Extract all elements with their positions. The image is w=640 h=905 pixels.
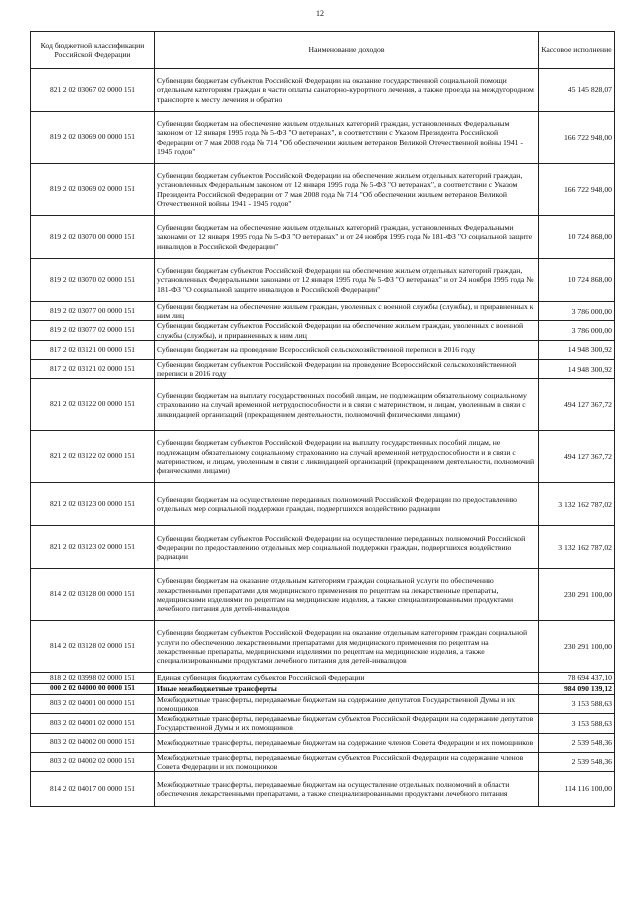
- budget-code-cell: 819 2 02 03077 00 0000 151: [31, 302, 155, 321]
- amount-cell: 10 724 868,00: [539, 259, 615, 302]
- budget-code-cell: 821 2 02 03122 00 0000 151: [31, 379, 155, 431]
- budget-code-cell: 819 2 02 03077 02 0000 151: [31, 321, 155, 340]
- budget-code-cell: 803 2 02 04002 00 0000 151: [31, 733, 155, 752]
- amount-cell: 2 539 548,36: [539, 752, 615, 771]
- header-amount: Кассовое исполнение: [539, 32, 615, 69]
- budget-code-cell: 000 2 02 04000 00 0000 151: [31, 683, 155, 694]
- revenue-table: [30, 31, 615, 807]
- revenue-name-cell: Субвенции бюджетам субъектов Российской Федерации на проведение Всероссийской сельскохозяйственной переписи в 2016 году: [155, 359, 539, 378]
- budget-code-cell: 819 2 02 03070 00 0000 151: [31, 216, 155, 259]
- table-row: [31, 302, 615, 321]
- table-row: [31, 379, 615, 431]
- amount-cell: 14 948 300,92: [539, 359, 615, 378]
- budget-code-cell: 814 2 02 04017 00 0000 151: [31, 772, 155, 807]
- revenue-name-cell: Межбюджетные трансферты, передаваемые бюджетам субъектов Российской Федерации на содержание членов Совета Федерации и их помощников: [155, 752, 539, 771]
- table-header-row: [31, 32, 615, 69]
- budget-code-cell: 819 2 02 03069 02 0000 151: [31, 164, 155, 216]
- revenue-name-cell: Межбюджетные трансферты, передаваемые бюджетам на содержание членов Совета Федерации и их помощников: [155, 733, 539, 752]
- amount-cell: 230 291 100,00: [539, 621, 615, 673]
- table-row: [31, 483, 615, 526]
- table-row: [31, 259, 615, 302]
- amount-cell: 984 090 139,12: [539, 683, 615, 694]
- revenue-name-cell: Субвенции бюджетам на выплату государственных пособий лицам, не подлежащим обязательному социальному страхованию на случай временной нетрудоспособности и в связи с материнством, и лицам, уволенным в связи с ликвидацией организаций (прекращением деятельности, полномочий физическими лицами): [155, 379, 539, 431]
- revenue-name-cell: Субвенции бюджетам субъектов Российской Федерации на оказание государственной социальной помощи отдельным категориям граждан в части оплаты санаторно-курортного лечения, а также проезда на междугородном транспорте к месту лечения и обратно: [155, 69, 539, 112]
- table-row: [31, 733, 615, 752]
- amount-cell: 3 132 162 787,02: [539, 483, 615, 526]
- table-row: [31, 683, 615, 694]
- budget-code-cell: 818 2 02 03998 02 0000 151: [31, 673, 155, 683]
- budget-code-cell: 817 2 02 03121 00 0000 151: [31, 340, 155, 359]
- revenue-name-cell: Иные межбюджетные трансферты: [155, 683, 539, 694]
- amount-cell: 45 145 828,07: [539, 69, 615, 112]
- budget-code-cell: 821 2 02 03123 00 0000 151: [31, 483, 155, 526]
- table-row: [31, 673, 615, 683]
- amount-cell: 230 291 100,00: [539, 569, 615, 621]
- amount-cell: 494 127 367,72: [539, 379, 615, 431]
- table-row: [31, 526, 615, 569]
- revenue-name-cell: Субвенции бюджетам субъектов Российской Федерации на обеспечение жильем отдельных категорий граждан, установленных Федеральными законами от 12 января 1995 года № 5-ФЗ "О ветеранах" и от 24 ноября 1995 года № 181-ФЗ "О социальной защите инвалидов в Российской Федерации": [155, 259, 539, 302]
- table-row: [31, 216, 615, 259]
- table-row: [31, 569, 615, 621]
- header-name: Наименование доходов: [155, 32, 539, 69]
- table-row: [31, 69, 615, 112]
- budget-code-cell: 814 2 02 03128 00 0000 151: [31, 569, 155, 621]
- table-row: [31, 714, 615, 733]
- revenue-name-cell: Субвенции бюджетам на оказание отдельным категориям граждан социальной услуги по обеспечению лекарственными препаратами для медицинского применения по рецептам на лекарственные препараты, медицинскими изделиями по рецептам на медицинские изделия, а также специализированными продуктами лечебного питания для детей-инвалидов: [155, 569, 539, 621]
- budget-code-cell: 803 2 02 04002 02 0000 151: [31, 752, 155, 771]
- amount-cell: 2 539 548,36: [539, 733, 615, 752]
- table-row: [31, 772, 615, 807]
- table-row: [31, 112, 615, 164]
- revenue-name-cell: Межбюджетные трансферты, передаваемые бюджетам субъектов Российской Федерации на содержание депутатов Государственной Думы и их помощников: [155, 714, 539, 733]
- revenue-name-cell: Субвенции бюджетам субъектов Российской Федерации на выплату государственных пособий лицам, не подлежащим обязательному социальному страхованию на случай временной нетрудоспособности и в связи с материнством, и лицам, уволенным в связи с ликвидацией организаций (прекращением деятельности, полномочий физическими лицами): [155, 431, 539, 483]
- revenue-name-cell: Межбюджетные трансферты, передаваемые бюджетам на содержание депутатов Государственной Думы и их помощников: [155, 694, 539, 713]
- table-row: [31, 431, 615, 483]
- amount-cell: 10 724 868,00: [539, 216, 615, 259]
- table-row: [31, 321, 615, 340]
- budget-code-cell: 819 2 02 03069 00 0000 151: [31, 112, 155, 164]
- revenue-name-cell: Субвенции бюджетам на проведение Всероссийской сельскохозяйственной переписи в 2016 году: [155, 340, 539, 359]
- amount-cell: 3 153 588,63: [539, 714, 615, 733]
- budget-code-cell: 817 2 02 03121 02 0000 151: [31, 359, 155, 378]
- budget-code-cell: 821 2 02 03123 02 0000 151: [31, 526, 155, 569]
- table-row: [31, 359, 615, 378]
- table-row: [31, 340, 615, 359]
- table-row: [31, 694, 615, 713]
- amount-cell: 3 153 588,63: [539, 694, 615, 713]
- revenue-name-cell: Межбюджетные трансферты, передаваемые бюджетам на осуществление отдельных полномочий в области обеспечения лекарственными препаратами, а также специализированными продуктами лечебного питания: [155, 772, 539, 807]
- revenue-name-cell: Субвенции бюджетам субъектов Российской Федерации на осуществление переданных полномочий Российской Федерации по предоставлению отдельных мер социальной поддержки граждан, подвергшихся воздействию радиации: [155, 526, 539, 569]
- revenue-name-cell: Субвенции бюджетам на обеспечение жильем отдельных категорий граждан, установленных Федеральными законами от 12 января 1995 года № 5-ФЗ "О ветеранах" и от 24 ноября 1995 года № 181-ФЗ "О социальной защите инвалидов в Российской Федерации": [155, 216, 539, 259]
- revenue-name-cell: Субвенции бюджетам на обеспечение жильем отдельных категорий граждан, установленных Федеральным законом от 12 января 1995 года № 5-ФЗ "О ветеранах", в соответствии с Указом Президента Российской Федерации от 7 мая 2008 года № 714 "Об обеспечении жильем ветеранов Великой Отечественной войны 1941 - 1945 годов": [155, 112, 539, 164]
- revenue-name-cell: Субвенции бюджетам субъектов Российской Федерации на оказание отдельным категориям граждан социальной услуги по обеспечению лекарственными препаратами для медицинского применения по рецептам на лекарственные препараты, медицинскими изделиями по рецептам на медицинские изделия, а также специализированными продуктами лечебного питания для детей-инвалидов: [155, 621, 539, 673]
- revenue-name-cell: Субвенции бюджетам на осуществление переданных полномочий Российской Федерации по предоставлению отдельных мер социальной поддержки граждан, подвергшихся воздействию радиации: [155, 483, 539, 526]
- budget-code-cell: 803 2 02 04001 00 0000 151: [31, 694, 155, 713]
- header-code: Код бюджетной классификации Российской Федерации: [31, 32, 155, 69]
- page-number: 12: [316, 9, 324, 18]
- amount-cell: 166 722 948,00: [539, 112, 615, 164]
- table-row: [31, 752, 615, 771]
- revenue-name-cell: Субвенции бюджетам на обеспечение жильем граждан, уволенных с военной службы (службы), и приравненных к ним лиц: [155, 302, 539, 321]
- budget-code-cell: 819 2 02 03070 02 0000 151: [31, 259, 155, 302]
- amount-cell: 3 786 000,00: [539, 302, 615, 321]
- budget-code-cell: 803 2 02 04001 02 0000 151: [31, 714, 155, 733]
- amount-cell: 3 786 000,00: [539, 321, 615, 340]
- budget-code-cell: 814 2 02 03128 02 0000 151: [31, 621, 155, 673]
- revenue-name-cell: Субвенции бюджетам субъектов Российской Федерации на обеспечение жильем отдельных категорий граждан, установленных Федеральным законом от 12 января 1995 года № 5-ФЗ "О ветеранах", в соответствии с Указом Президента Российской Федерации от 7 мая 2008 года № 714 "Об обеспечении жильем ветеранов Великой Отечественной войны 1941 - 1945 годов": [155, 164, 539, 216]
- amount-cell: 166 722 948,00: [539, 164, 615, 216]
- amount-cell: 3 132 162 787,02: [539, 526, 615, 569]
- table-row: [31, 621, 615, 673]
- amount-cell: 494 127 367,72: [539, 431, 615, 483]
- table-row: [31, 164, 615, 216]
- amount-cell: 14 948 300,92: [539, 340, 615, 359]
- amount-cell: 114 116 100,00: [539, 772, 615, 807]
- revenue-name-cell: Субвенции бюджетам субъектов Российской Федерации на обеспечение жильем граждан, уволенных с военной службы (службы), и приравненных к ним лиц: [155, 321, 539, 340]
- amount-cell: 78 694 437,10: [539, 673, 615, 683]
- revenue-name-cell: Единая субвенция бюджетам субъектов Российской Федерации: [155, 673, 539, 683]
- budget-code-cell: 821 2 02 03122 02 0000 151: [31, 431, 155, 483]
- table-body: [31, 69, 615, 807]
- budget-code-cell: 821 2 02 03067 02 0000 151: [31, 69, 155, 112]
